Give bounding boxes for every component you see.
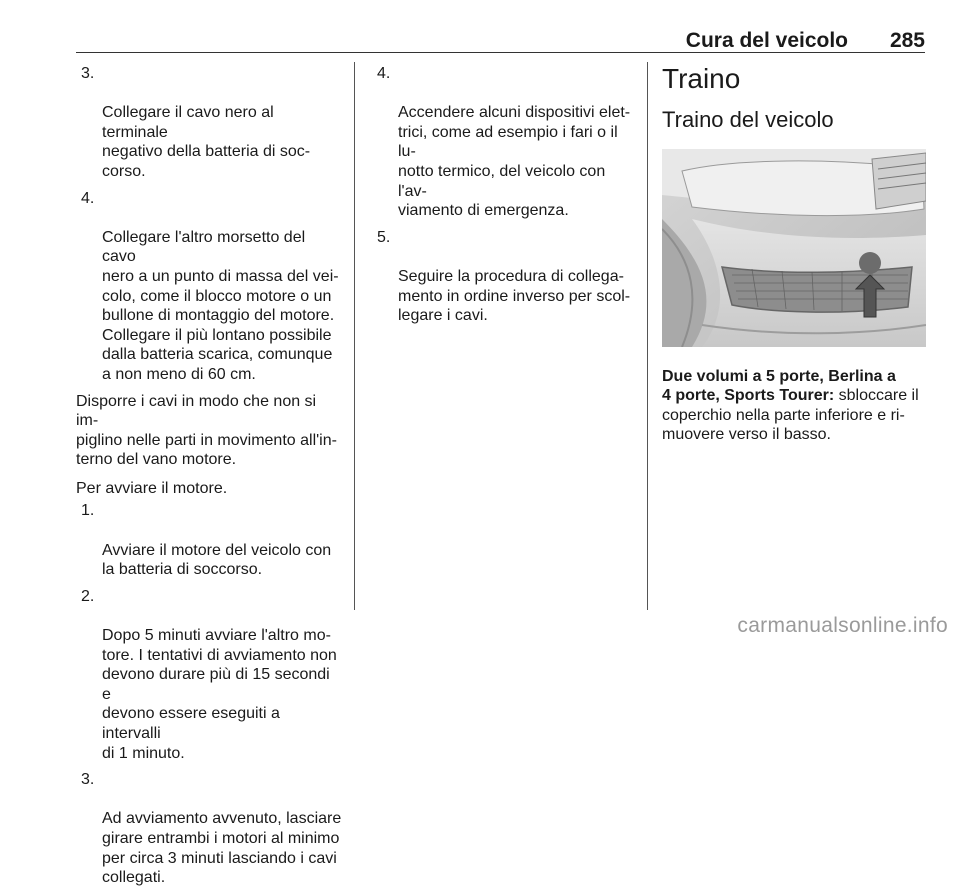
list-text: Dopo 5 minuti avviare l'altro mo- tore. I tentativi di avviamento non devono durare più di 15 secondi e devono essere eseguiti a intervalli di 1 minuto. — [102, 627, 337, 762]
list-item — [372, 64, 634, 221]
list-text: Avviare il motore del veicolo con la batteria di soccorso. — [102, 541, 332, 579]
list-item — [76, 587, 342, 763]
section-heading: Traino — [662, 63, 741, 94]
paragraph: Disporre i cavi in modo che non si im- piglino nelle parti in movimento all'in- terno del vano motore. — [76, 392, 337, 469]
towing-eye-cover-illustration — [662, 149, 926, 347]
list-item — [76, 501, 342, 579]
list-text: Collegare il cavo nero al terminale negativo della batteria di soc- corso. — [102, 104, 311, 180]
column-1 — [76, 64, 342, 895]
column-2 — [372, 64, 634, 333]
list-number: 1. — [81, 502, 95, 520]
watermark: carmanualsonline.info — [737, 614, 948, 637]
caption-instruction: sbloccare il coperchio nella parte inferiore e ri- muovere verso il basso. — [662, 387, 919, 444]
subsection-heading: Traino del veicolo — [662, 107, 834, 132]
column-divider-1 — [354, 62, 355, 610]
column-divider-2 — [647, 62, 648, 610]
list-number: 3. — [81, 65, 95, 82]
list-text: Accendere alcuni dispositivi elet- trici, come ad esempio i fari o il lu- notto termico, del veicolo con l'av- viamento di emergenza. — [398, 104, 631, 220]
page-number: 285 — [889, 29, 925, 52]
list-number: 3. — [81, 771, 95, 789]
list-item — [372, 228, 634, 326]
list-item — [76, 189, 342, 385]
section-title: Cura del veicolo — [685, 29, 848, 52]
figure-caption — [662, 367, 928, 445]
list-text: Ad avviamento avvenuto, lasciare girare entrambi i motori al minimo per circa 3 minuti lasciando i cavi collegati. — [102, 810, 342, 887]
header-divider — [76, 52, 925, 53]
list-item — [76, 770, 342, 888]
list-number: 5. — [377, 228, 391, 246]
list-item — [76, 64, 342, 182]
list-text: Seguire la procedura di collega- mento in ordine inverso per scol- legare i cavi. — [398, 267, 631, 325]
caption-models: Due volumi a 5 porte, Berlina a 4 porte, Sports Tourer: — [662, 367, 896, 405]
list-number: 4. — [81, 189, 95, 207]
cover-location-marker — [859, 252, 881, 274]
list-number: 4. — [377, 65, 391, 82]
paragraph: Per avviare il motore. — [76, 479, 228, 497]
column-3 — [662, 64, 928, 445]
list-number: 2. — [81, 587, 95, 605]
list-text: Collegare l'altro morsetto del cavo nero a un punto di massa del vei- colo, come il blocco motore o un bullone di montaggio del motore. Collegare il più lontano possibile dalla batteria scarica, comunque a non meno di 60 cm. — [102, 228, 339, 383]
start-engine-steps — [76, 501, 342, 887]
